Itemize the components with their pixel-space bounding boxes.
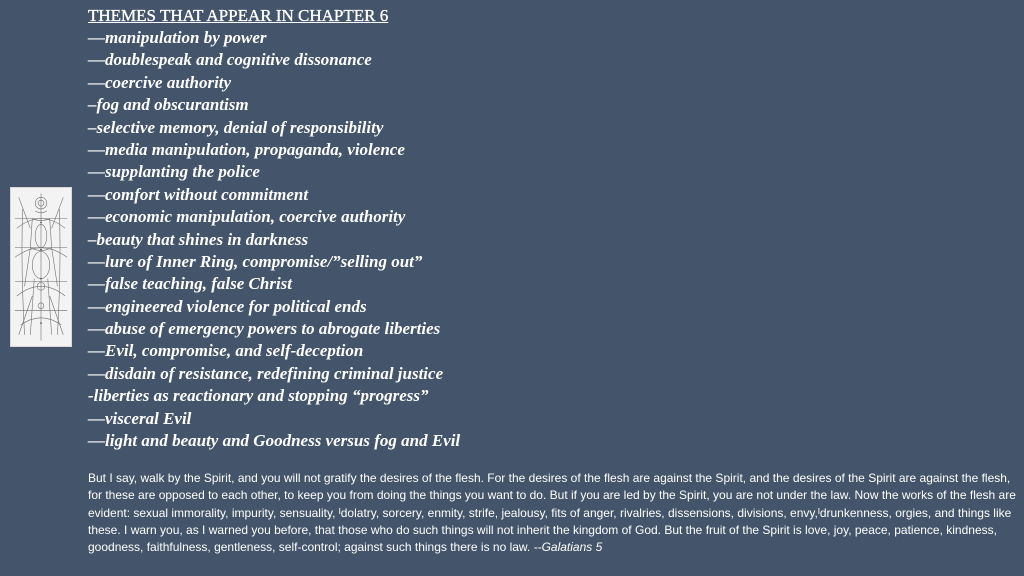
- themes-section: [88, 4, 688, 452]
- theme-item: -liberties as reactionary and stopping “progress”: [88, 386, 429, 406]
- theme-item: –fog and obscurantism: [88, 95, 249, 115]
- anatomical-figure-illustration: [10, 187, 72, 347]
- theme-item: –selective memory, denial of responsibility: [88, 117, 384, 137]
- figure-drawing: [11, 188, 71, 346]
- theme-item: –beauty that shines in darkness: [88, 229, 309, 249]
- theme-item: —false teaching, false Christ: [88, 274, 293, 294]
- scripture-quote: [88, 470, 1018, 556]
- scripture-citation: --Galatians 5: [533, 540, 603, 555]
- theme-item: —comfort without commitment: [88, 184, 309, 204]
- theme-item: —engineered violence for political ends: [88, 296, 367, 316]
- theme-item: —supplanting the police: [88, 162, 260, 182]
- theme-item: —manipulation by power: [88, 28, 267, 47]
- theme-item: —abuse of emergency powers to abrogate liberties: [88, 319, 441, 339]
- theme-item: —light and beauty and Goodness versus fog and Evil: [88, 431, 461, 451]
- theme-item: —visceral Evil: [88, 408, 192, 428]
- themes-heading: THEMES THAT APPEAR IN CHAPTER 6: [88, 6, 389, 25]
- theme-item: —Evil, compromise, and self-deception: [88, 341, 364, 361]
- themes-list: [88, 27, 688, 452]
- theme-item: —coercive authority: [88, 72, 232, 92]
- theme-item: —economic manipulation, coercive authority: [88, 207, 406, 227]
- theme-item: —lure of Inner Ring, compromise/”selling out”: [88, 251, 423, 271]
- theme-item: —doublespeak and cognitive dissonance: [88, 50, 372, 70]
- theme-item: —disdain of resistance, redefining criminal justice: [88, 363, 444, 383]
- scripture-text: But I say, walk by the Spirit, and you will not gratify the desires of the flesh. For the desires of the flesh are against the Spirit, and the desires of the Spirit are against the flesh, for these are opposed to each other, to keep you from doing the things you want to do. But if you are led by the Spirit, you are not under the law. Now the works of the flesh are evident: sexual immorality, impurity, sensuality, ᴵdolatry, sorcery, enmity, strife, jealousy, fits of anger, rivalries, dissensions, divisions, envy,ᴵdrunkenness, orgies, and things like these. I warn you, as I warned you before, that those who do such things will not inherit the kingdom of God. But the fruit of the Spirit is love, joy, peace, patience, kindness, goodness, faithfulness, gentleness, self-control; against such things there is no law.: [88, 471, 1016, 555]
- theme-item: —media manipulation, propaganda, violence: [88, 139, 405, 159]
